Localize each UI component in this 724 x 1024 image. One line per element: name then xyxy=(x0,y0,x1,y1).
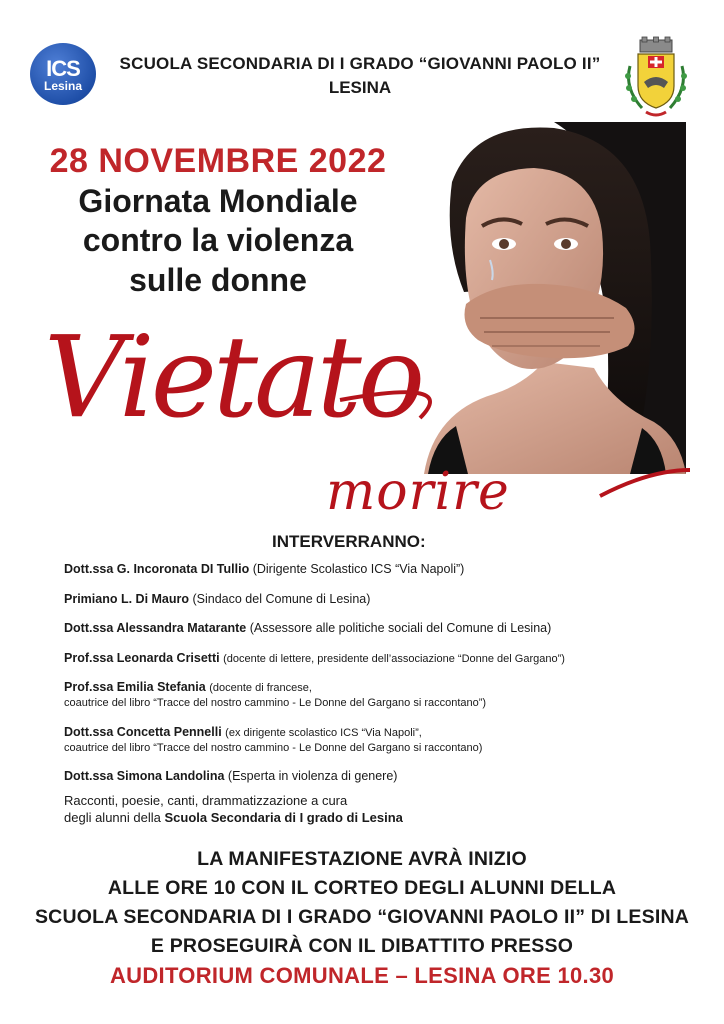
speaker-entry xyxy=(64,562,704,577)
speaker-entry xyxy=(64,621,704,636)
ics-lesina-logo xyxy=(30,43,96,105)
activities-line-2-prefix: degli alunni della xyxy=(64,810,161,825)
speaker-entry xyxy=(64,680,704,711)
speaker-name: Prof.ssa Emilia Stefania xyxy=(64,680,206,694)
speaker-entry xyxy=(64,725,704,756)
speaker-entry xyxy=(64,592,704,607)
school-city: LESINA xyxy=(328,78,392,97)
event-title-line-1: Giornata Mondiale xyxy=(78,183,358,219)
school-name: SCUOLA SECONDARIA DI I GRADO “GIOVANNI PAOLO II” xyxy=(119,54,601,73)
speaker-name: Dott.ssa Alessandra Matarante xyxy=(64,621,247,635)
activities-text xyxy=(64,792,664,826)
speaker-role-detail: coautrice del libro “Tracce del nostro cammino - Le Donne del Gargano si raccontano”) xyxy=(64,697,487,709)
speaker-entry xyxy=(64,769,704,784)
program-line-4: E PROSEGUIRÀ CON IL DIBATTITO PRESSO xyxy=(150,935,574,957)
speaker-name: Dott.ssa Concetta Pennelli xyxy=(64,725,222,739)
speaker-role: (Sindaco del Comune di Lesina) xyxy=(192,592,371,606)
speaker-entry xyxy=(64,651,704,667)
speaker-name: Primiano L. Di Mauro xyxy=(64,592,190,606)
logo-text-ics: ICS xyxy=(46,56,80,81)
speaker-role: (Dirigente Scolastico ICS “Via Napoli”) xyxy=(252,562,465,576)
logo-text-lesina: Lesina xyxy=(43,79,82,93)
event-title-line-3: sulle donne xyxy=(129,262,307,298)
activities-school: Scuola Secondaria di I grado di Lesina xyxy=(164,810,403,825)
program-line-2: ALLE ORE 10 CON IL CORTEO DEGLI ALUNNI DELLA xyxy=(107,877,617,899)
program-line-1: LA MANIFESTAZIONE AVRÀ INIZIO xyxy=(197,848,527,870)
speaker-role: (Esperta in violenza di genere) xyxy=(227,769,398,783)
speaker-role: (Assessore alle politiche sociali del Comune di Lesina) xyxy=(249,621,552,635)
event-title-line-2: contro la violenza xyxy=(82,222,354,258)
program-line-3: SCUOLA SECONDARIA DI I GRADO “GIOVANNI PAOLO II” DI LESINA xyxy=(34,906,690,928)
venue-and-time: AUDITORIUM COMUNALE – LESINA ORE 10.30 xyxy=(109,963,615,988)
speakers-heading: INTERVERRANNO: xyxy=(272,532,426,551)
speaker-role: (docente di francese, xyxy=(209,682,312,694)
event-date: 28 NOVEMBRE 2022 xyxy=(49,142,387,180)
activities-line-2 xyxy=(64,809,664,826)
speaker-role: (docente di lettere, presidente dell’associazione “Donne del Gargano”) xyxy=(223,653,565,665)
speaker-name: Prof.ssa Leonarda Crisetti xyxy=(64,651,220,665)
speaker-role: (ex dirigente scolastico ICS “Via Napoli”, xyxy=(225,727,422,739)
municipal-crest-icon xyxy=(616,36,696,120)
activities-line-1: Racconti, poesie, canti, drammatizzazione a cura xyxy=(64,793,348,808)
slogan-morire: morire xyxy=(326,462,510,522)
speaker-name: Dott.ssa Simona Landolina xyxy=(64,769,225,783)
slogan-vietato: Vietato xyxy=(44,313,422,443)
speaker-name: Dott.ssa G. Incoronata DI Tullio xyxy=(64,562,250,576)
speaker-role-detail: coautrice del libro “Tracce del nostro cammino - Le Donne del Gargano si raccontano) xyxy=(64,742,483,754)
